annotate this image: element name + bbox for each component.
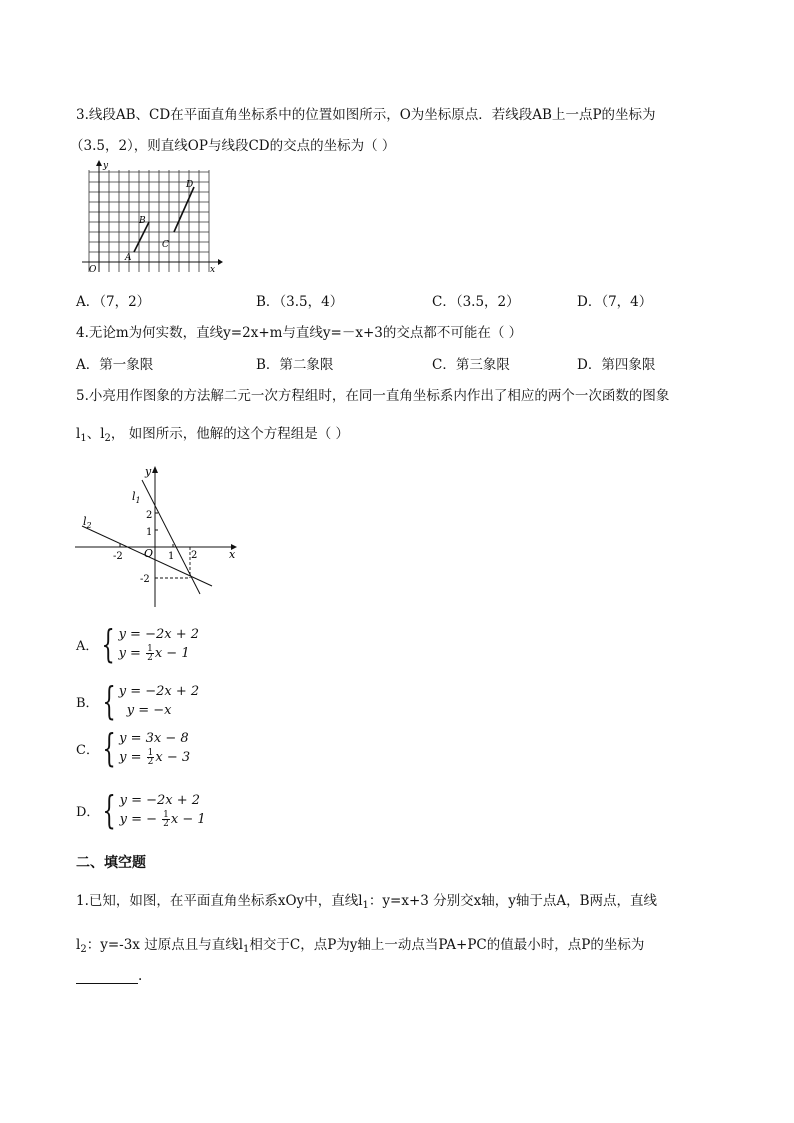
f1-text-line2 [76,933,644,955]
point-a-label: A [125,253,132,263]
q5-xtick-1-label: 1 [168,551,175,562]
q5-y-label: y [145,465,152,478]
q4-text: 4.无论m为何实数，直线y=2x+m与直线y=－x+3的交点都不可能在（ ） [76,325,523,341]
f1-line2-sub2: 1 [243,944,250,955]
q5-graph-figure [72,462,242,612]
q5-option-d-label: D． [76,804,100,820]
brace-icon: { [102,726,116,770]
q5-option-b[interactable] [76,679,200,723]
q4-option-a[interactable]: A．第一象限 [76,357,154,373]
brace-icon: { [101,622,116,666]
f1-line1-sub: 1 [362,900,369,911]
q5-option-c-eq1: y = 3x − 8 [119,731,189,746]
q3-option-c[interactable]: C．（3.5，2） [432,294,520,310]
q5-option-c-eq2: y = $\frac{1}{2}$ x − 3 [119,748,191,767]
l1-label: $l_1$ [132,490,141,505]
q5-option-a-eq2: y = $\frac{1}{2}$ x − 1 [118,644,190,663]
f1-line2-sub1: 2 [80,944,87,955]
f1-line2-post: 相交于C，点P为y轴上一动点当PA+PC的值最小时，点P的坐标为 [249,937,645,953]
brace-icon: { [102,679,116,723]
point-b-label: B [139,216,146,226]
q5-option-a-label: A． [76,638,99,654]
q5-option-b-label: B． [76,695,99,711]
q3-option-b[interactable]: B．（3.5，4） [256,294,344,310]
q5-x-label: x [229,548,236,561]
q5-ytick-2-label: 2 [146,510,153,521]
l1-symbol: l [76,426,81,442]
q3-origin-label: O [89,265,97,275]
q5-option-d-equations [120,791,206,829]
f1-line1-pre: 1.已知，如图，在平面直角坐标系xOy中，直线l [76,893,363,909]
q3-grid-figure [78,160,223,280]
answer-blank[interactable] [76,969,138,984]
segment-ab [134,222,149,252]
point-d-label: D [186,180,194,190]
q5-option-a-equations [119,625,199,663]
q5-option-d-eq1: y = −2x + 2 [119,793,201,808]
q5-ytick-1-label: 1 [146,527,153,538]
q5-option-b-equations [119,682,199,720]
segment-cd [174,187,194,232]
q5-text-line1: 5.小亮用作图象的方法解二元一次方程组时，在同一直角坐标系内作出了相应的两个一次函数的图象 [76,388,670,404]
q5-y-arrow-icon [152,466,158,473]
q5-option-a-eq1: y = −2x + 2 [118,627,200,642]
f1-line2-pre: l [76,937,81,953]
f1-text-line3 [76,968,142,984]
q3-x-arrow-icon [218,259,223,265]
section-fill-in-title: 二、填空题 [76,855,146,871]
q5-option-d[interactable] [76,788,206,832]
q5-xtick-neg2-label: -2 [113,551,123,562]
l1-subscript: 1 [80,433,87,444]
f1-text-line1 [76,889,657,911]
q3-option-d[interactable]: D．（7，4） [577,294,653,310]
q3-option-a[interactable]: A．（7，2） [76,294,151,310]
q5-text-line2-rest: ， 如图所示，他解的这个方程组是（ ） [110,426,349,442]
q3-text-line1: 3.线段AB、CD在平面直角坐标系中的位置如图所示，O为坐标原点．若线段AB上一点P的坐标为 [76,107,656,123]
brace-icon: { [102,788,117,832]
q5-option-b-eq1: y = −2x + 2 [118,684,200,699]
q5-option-c-label: C． [76,742,99,758]
q4-option-c[interactable]: C．第三象限 [432,357,510,373]
q5-option-d-eq2: y = − $\frac{1}{2}$ x − 1 [119,810,206,829]
l2-label: $l_2$ [83,515,92,530]
q5-ytick-neg2-label: -2 [140,574,150,585]
f1-line1-post: ：y=x+3 分别交x轴，y轴于点A，B两点，直线 [368,893,658,909]
q3-y-label: y [103,161,109,171]
q5-origin-label: O [144,547,154,560]
q3-x-label: x [210,265,216,275]
q5-text-line2 [76,422,349,444]
q5-separator: 、 [86,426,101,442]
l2-symbol: l [100,426,105,442]
q3-y-arrow-icon [96,160,102,166]
point-c-label: C [162,240,169,250]
f1-line3-tail: . [138,968,143,984]
q4-option-b[interactable]: B．第二象限 [256,357,334,373]
q3-text-line2: （3.5，2），则直线OP与线段CD的交点的坐标为（ ） [70,138,396,154]
q4-option-d[interactable]: D．第四象限 [577,357,656,373]
l2-subscript: 2 [104,433,111,444]
q5-option-b-eq2: y = −x [126,703,172,718]
q5-xtick-2-label: 2 [191,550,198,561]
f1-line2-mid: ：y=-3x 过原点且与直线l [86,937,244,953]
q5-option-a[interactable] [76,622,200,666]
q5-option-c-equations [119,729,190,767]
q5-option-c[interactable] [76,726,191,770]
